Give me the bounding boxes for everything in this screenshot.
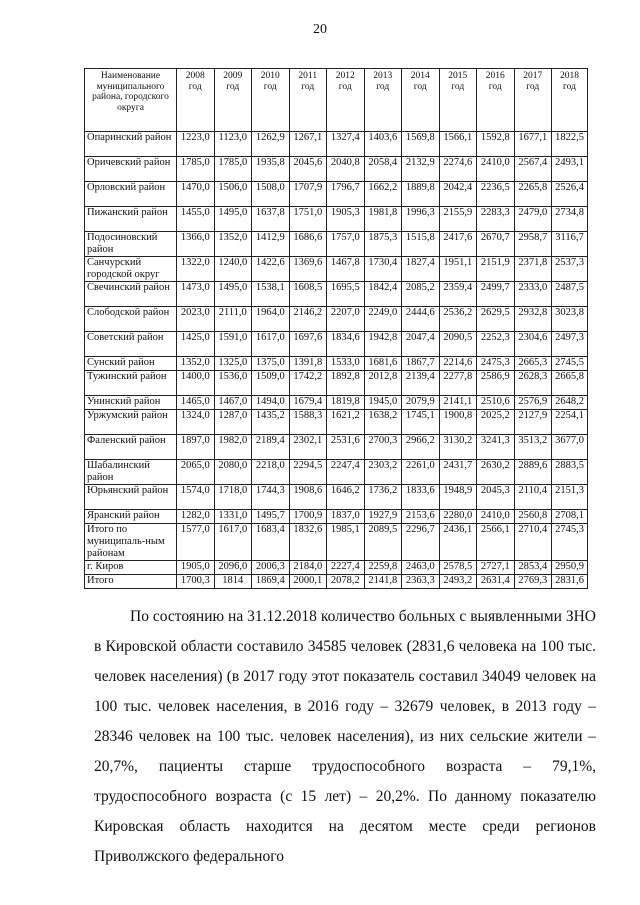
row-value: 2265,8: [514, 182, 552, 207]
row-value: 2371,8: [514, 257, 552, 282]
column-header-year: 2016 год: [477, 69, 515, 132]
row-value: 2734,8: [552, 207, 588, 232]
row-value: 2410,0: [477, 510, 515, 524]
row-value: 2665,8: [552, 371, 588, 396]
row-value: 1745,1: [402, 410, 440, 435]
row-name: Итого по муниципаль-ным районам: [85, 524, 177, 561]
row-value: 1718,0: [214, 485, 252, 510]
row-value: 2648,2: [552, 396, 588, 410]
row-value: 2567,4: [514, 157, 552, 182]
row-value: 2950,9: [552, 561, 588, 575]
row-value: 2151,3: [552, 485, 588, 510]
row-value: 1683,4: [252, 524, 290, 561]
row-value: 1637,8: [252, 207, 290, 232]
row-value: 2184,0: [289, 561, 327, 575]
row-value: 1617,0: [252, 332, 290, 357]
row-value: 1223,0: [177, 132, 215, 157]
row-value: 1574,0: [177, 485, 215, 510]
row-value: 1422,6: [252, 257, 290, 282]
row-value: 1736,2: [364, 485, 402, 510]
row-value: 1982,0: [214, 435, 252, 460]
row-value: 1751,0: [289, 207, 327, 232]
row-value: 2566,1: [477, 524, 515, 561]
row-value: 1796,7: [327, 182, 365, 207]
row-value: 1508,0: [252, 182, 290, 207]
column-header-name: Наименование муниципального района, городского округа: [85, 69, 177, 132]
row-value: 1495,7: [252, 510, 290, 524]
row-value: 2745,5: [552, 357, 588, 371]
row-value: 2023,0: [177, 307, 215, 332]
row-value: 1905,0: [177, 561, 215, 575]
row-value: 2045,3: [477, 485, 515, 510]
row-value: 1837,0: [327, 510, 365, 524]
row-value: 2708,1: [552, 510, 588, 524]
row-value: 2727,1: [477, 561, 515, 575]
row-value: 2463,0: [402, 561, 440, 575]
row-value: 1700,9: [289, 510, 327, 524]
column-header-year: 2011 год: [289, 69, 327, 132]
row-value: 2363,3: [402, 575, 440, 589]
row-value: 1996,3: [402, 207, 440, 232]
row-name: Оричевский район: [85, 157, 177, 182]
row-value: 1608,5: [289, 282, 327, 307]
row-name: Юрьянский район: [85, 485, 177, 510]
row-value: 1400,0: [177, 371, 215, 396]
table-row: [85, 575, 588, 589]
row-value: 1322,0: [177, 257, 215, 282]
row-name: Яранский район: [85, 510, 177, 524]
row-value: 1935,8: [252, 157, 290, 182]
row-value: 1662,2: [364, 182, 402, 207]
row-value: 2006,3: [252, 561, 290, 575]
row-value: 1506,0: [214, 182, 252, 207]
row-value: 1331,0: [214, 510, 252, 524]
row-value: 2883,5: [552, 460, 588, 485]
row-value: 1467,0: [214, 396, 252, 410]
row-value: 1435,2: [252, 410, 290, 435]
row-value: 1707,9: [289, 182, 327, 207]
row-value: 1697,6: [289, 332, 327, 357]
row-value: 2966,2: [402, 435, 440, 460]
table-row: [85, 307, 588, 332]
row-name: Подосиновский район: [85, 232, 177, 257]
row-value: 1536,0: [214, 371, 252, 396]
row-value: 1287,0: [214, 410, 252, 435]
row-value: 1869,4: [252, 575, 290, 589]
row-value: 1240,0: [214, 257, 252, 282]
row-value: 2958,7: [514, 232, 552, 257]
row-value: 3677,0: [552, 435, 588, 460]
row-value: 1897,0: [177, 435, 215, 460]
row-value: 2745,3: [552, 524, 588, 561]
row-name: г. Киров: [85, 561, 177, 575]
row-value: 2261,0: [402, 460, 440, 485]
row-value: 2139,4: [402, 371, 440, 396]
table-row: [85, 460, 588, 485]
row-value: 2487,5: [552, 282, 588, 307]
row-value: 2670,7: [477, 232, 515, 257]
row-value: 2304,6: [514, 332, 552, 357]
row-value: 3116,7: [552, 232, 588, 257]
row-value: 1827,4: [402, 257, 440, 282]
row-name: Свечинский район: [85, 282, 177, 307]
row-value: 1981,8: [364, 207, 402, 232]
row-value: 2333,0: [514, 282, 552, 307]
row-value: 1814: [214, 575, 252, 589]
row-value: 3023,8: [552, 307, 588, 332]
table-row: [85, 510, 588, 524]
row-value: 1262,9: [252, 132, 290, 157]
row-value: 2560,8: [514, 510, 552, 524]
column-header-year: 2013 год: [364, 69, 402, 132]
row-value: 2012,8: [364, 371, 402, 396]
row-value: 2090,5: [439, 332, 477, 357]
row-value: 1679,4: [289, 396, 327, 410]
row-value: 3130,2: [439, 435, 477, 460]
row-value: 1819,8: [327, 396, 365, 410]
row-value: 2065,0: [177, 460, 215, 485]
row-value: 1785,0: [214, 157, 252, 182]
column-header-year: 2008 год: [177, 69, 215, 132]
row-value: 1425,0: [177, 332, 215, 357]
column-header-year: 2017 год: [514, 69, 552, 132]
row-value: 2247,4: [327, 460, 365, 485]
row-value: 2431,7: [439, 460, 477, 485]
row-name: Санчурский городской округ: [85, 257, 177, 282]
row-value: 1646,2: [327, 485, 365, 510]
row-value: 2630,2: [477, 460, 515, 485]
column-header-year: 2012 год: [327, 69, 365, 132]
row-value: 2155,9: [439, 207, 477, 232]
row-value: 2302,1: [289, 435, 327, 460]
row-value: 2146,2: [289, 307, 327, 332]
row-value: 2025,2: [477, 410, 515, 435]
row-value: 2141,8: [364, 575, 402, 589]
row-value: 1744,3: [252, 485, 290, 510]
row-value: 1686,6: [289, 232, 327, 257]
row-value: 1900,8: [439, 410, 477, 435]
row-value: 1889,8: [402, 182, 440, 207]
row-value: 1352,0: [214, 232, 252, 257]
table-row: [85, 435, 588, 460]
row-value: 1588,3: [289, 410, 327, 435]
row-value: 2526,4: [552, 182, 588, 207]
row-value: 1403,6: [364, 132, 402, 157]
row-value: 2499,7: [477, 282, 515, 307]
row-value: 2249,0: [364, 307, 402, 332]
row-value: 2089,5: [364, 524, 402, 561]
row-value: 1677,1: [514, 132, 552, 157]
row-value: 2479,0: [514, 207, 552, 232]
row-value: 1465,0: [177, 396, 215, 410]
row-value: 2000,1: [289, 575, 327, 589]
row-value: 1123,0: [214, 132, 252, 157]
table-row: [85, 257, 588, 282]
row-value: 1267,1: [289, 132, 327, 157]
row-value: 1591,0: [214, 332, 252, 357]
row-name: Слободской район: [85, 307, 177, 332]
row-value: 1282,0: [177, 510, 215, 524]
row-value: 1412,9: [252, 232, 290, 257]
row-value: 3513,2: [514, 435, 552, 460]
row-value: 2436,1: [439, 524, 477, 561]
row-value: 1681,6: [364, 357, 402, 371]
row-value: 1908,6: [289, 485, 327, 510]
row-value: 1785,0: [177, 157, 215, 182]
row-value: 2493,1: [552, 157, 588, 182]
table-row: [85, 485, 588, 510]
row-value: 1822,5: [552, 132, 588, 157]
row-value: 1617,0: [214, 524, 252, 561]
row-value: 2254,1: [552, 410, 588, 435]
row-value: 2710,4: [514, 524, 552, 561]
row-value: 1324,0: [177, 410, 215, 435]
row-name: Тужинский район: [85, 371, 177, 396]
row-value: 2236,5: [477, 182, 515, 207]
row-value: 1892,8: [327, 371, 365, 396]
row-value: 1742,2: [289, 371, 327, 396]
row-value: 2040,8: [327, 157, 365, 182]
row-value: 1538,1: [252, 282, 290, 307]
row-value: 3241,3: [477, 435, 515, 460]
incidence-table: [84, 68, 588, 589]
row-value: 2576,9: [514, 396, 552, 410]
row-value: 1834,6: [327, 332, 365, 357]
row-value: 2294,5: [289, 460, 327, 485]
row-value: 1757,0: [327, 232, 365, 257]
table-row: [85, 182, 588, 207]
row-value: 1951,1: [439, 257, 477, 282]
column-header-year: 2009 год: [214, 69, 252, 132]
table-row: [85, 371, 588, 396]
row-value: 2096,0: [214, 561, 252, 575]
column-header-year: 2010 год: [252, 69, 290, 132]
table-row: [85, 396, 588, 410]
row-value: 1515,8: [402, 232, 440, 257]
row-value: 1842,4: [364, 282, 402, 307]
row-value: 2444,6: [402, 307, 440, 332]
row-value: 2280,0: [439, 510, 477, 524]
row-value: 2853,4: [514, 561, 552, 575]
row-value: 1366,0: [177, 232, 215, 257]
row-name: Орловский район: [85, 182, 177, 207]
row-value: 1832,6: [289, 524, 327, 561]
row-value: 2042,4: [439, 182, 477, 207]
row-value: 1455,0: [177, 207, 215, 232]
row-value: 1945,0: [364, 396, 402, 410]
row-value: 2631,4: [477, 575, 515, 589]
table-row: [85, 157, 588, 182]
row-value: 2629,5: [477, 307, 515, 332]
row-value: 1375,0: [252, 357, 290, 371]
row-value: 2080,0: [214, 460, 252, 485]
row-value: 1509,0: [252, 371, 290, 396]
row-value: 1533,0: [327, 357, 365, 371]
row-value: 1325,0: [214, 357, 252, 371]
row-value: 2510,6: [477, 396, 515, 410]
row-value: 2058,4: [364, 157, 402, 182]
row-value: 2132,9: [402, 157, 440, 182]
row-value: 2283,3: [477, 207, 515, 232]
page-number: 20: [313, 22, 327, 37]
row-value: 2085,2: [402, 282, 440, 307]
row-value: 2218,0: [252, 460, 290, 485]
row-value: 2531,6: [327, 435, 365, 460]
row-name: Советский район: [85, 332, 177, 357]
row-value: 1470,0: [177, 182, 215, 207]
row-value: 2079,9: [402, 396, 440, 410]
row-value: 1948,9: [439, 485, 477, 510]
row-value: 2497,3: [552, 332, 588, 357]
row-value: 1621,2: [327, 410, 365, 435]
table-row: [85, 561, 588, 575]
row-value: 2252,3: [477, 332, 515, 357]
row-value: 2536,2: [439, 307, 477, 332]
column-header-year: 2015 год: [439, 69, 477, 132]
body-paragraph: [94, 602, 596, 872]
row-value: 2189,4: [252, 435, 290, 460]
row-value: 2932,8: [514, 307, 552, 332]
row-value: 2207,0: [327, 307, 365, 332]
column-header-year: 2014 год: [402, 69, 440, 132]
table-row: [85, 357, 588, 371]
row-value: 2665,3: [514, 357, 552, 371]
row-value: 1369,6: [289, 257, 327, 282]
row-name: Фаленский район: [85, 435, 177, 460]
row-value: 2889,6: [514, 460, 552, 485]
row-name: Пижанский район: [85, 207, 177, 232]
row-value: 2586,9: [477, 371, 515, 396]
column-header-year: 2018 год: [552, 69, 588, 132]
row-name: Опаринский район: [85, 132, 177, 157]
body-paragraph-text: По состоянию на 31.12.2018 количество больных с выявленными ЗНО в Кировской области составило 34585 человек (2831,6 человека на 100 тыс. человек населения) (в 2017 году этот показатель составил 34049 человек на 100 тыс. человек населения, в 2016 году – 32679 человек, в 2013 году – 28346 человек на 100 тыс. человек населения), из них сельские жители – 20,7%, пациенты старше трудоспособного возраста – 79,1%, трудоспособного возраста (с 15 лет) – 20,2%. По данному показателю Кировская область находится на десятом месте среди регионов Приволжского федерального: [94, 608, 596, 865]
table-row: [85, 132, 588, 157]
row-value: 1942,8: [364, 332, 402, 357]
row-value: 2045,6: [289, 157, 327, 182]
row-value: 2769,3: [514, 575, 552, 589]
row-name: Сунский район: [85, 357, 177, 371]
row-value: 2493,2: [439, 575, 477, 589]
table-row: [85, 232, 588, 257]
row-value: 1638,2: [364, 410, 402, 435]
table-row: [85, 207, 588, 232]
row-value: 2296,7: [402, 524, 440, 561]
row-value: 1592,8: [477, 132, 515, 157]
row-value: 1352,0: [177, 357, 215, 371]
row-value: 2417,6: [439, 232, 477, 257]
row-value: 1867,7: [402, 357, 440, 371]
row-value: 2153,6: [402, 510, 440, 524]
row-value: 2303,2: [364, 460, 402, 485]
row-value: 1467,8: [327, 257, 365, 282]
row-value: 1700,3: [177, 575, 215, 589]
row-value: 2110,4: [514, 485, 552, 510]
row-name: Итого: [85, 575, 177, 589]
row-name: Шабалинский район: [85, 460, 177, 485]
row-value: 2578,5: [439, 561, 477, 575]
row-value: 2047,4: [402, 332, 440, 357]
row-value: 1327,4: [327, 132, 365, 157]
row-value: 2214,6: [439, 357, 477, 371]
row-value: 1569,8: [402, 132, 440, 157]
row-value: 1494,0: [252, 396, 290, 410]
row-value: 1391,8: [289, 357, 327, 371]
row-value: 2274,6: [439, 157, 477, 182]
row-value: 2259,8: [364, 561, 402, 575]
table-row: [85, 332, 588, 357]
row-value: 1927,9: [364, 510, 402, 524]
row-value: 1566,1: [439, 132, 477, 157]
row-value: 1473,0: [177, 282, 215, 307]
table-row: [85, 410, 588, 435]
row-value: 2359,4: [439, 282, 477, 307]
row-name: Унинский район: [85, 396, 177, 410]
row-value: 1730,4: [364, 257, 402, 282]
row-value: 1495,0: [214, 282, 252, 307]
row-value: 2141,1: [439, 396, 477, 410]
row-value: 2410,0: [477, 157, 515, 182]
row-value: 2831,6: [552, 575, 588, 589]
row-value: 1875,3: [364, 232, 402, 257]
table-row: [85, 282, 588, 307]
row-value: 1495,0: [214, 207, 252, 232]
row-value: 2628,3: [514, 371, 552, 396]
table-row: [85, 524, 588, 561]
row-value: 1577,0: [177, 524, 215, 561]
row-value: 2475,3: [477, 357, 515, 371]
row-value: 2151,9: [477, 257, 515, 282]
row-value: 2277,8: [439, 371, 477, 396]
row-value: 1964,0: [252, 307, 290, 332]
row-value: 1985,1: [327, 524, 365, 561]
row-value: 2078,2: [327, 575, 365, 589]
row-value: 2227,4: [327, 561, 365, 575]
row-value: 1905,3: [327, 207, 365, 232]
row-value: 1833,6: [402, 485, 440, 510]
row-value: 2537,3: [552, 257, 588, 282]
table-header-row: [85, 69, 588, 132]
row-value: 2127,9: [514, 410, 552, 435]
row-name: Уржумский район: [85, 410, 177, 435]
row-value: 2700,3: [364, 435, 402, 460]
row-value: 1695,5: [327, 282, 365, 307]
row-value: 2111,0: [214, 307, 252, 332]
